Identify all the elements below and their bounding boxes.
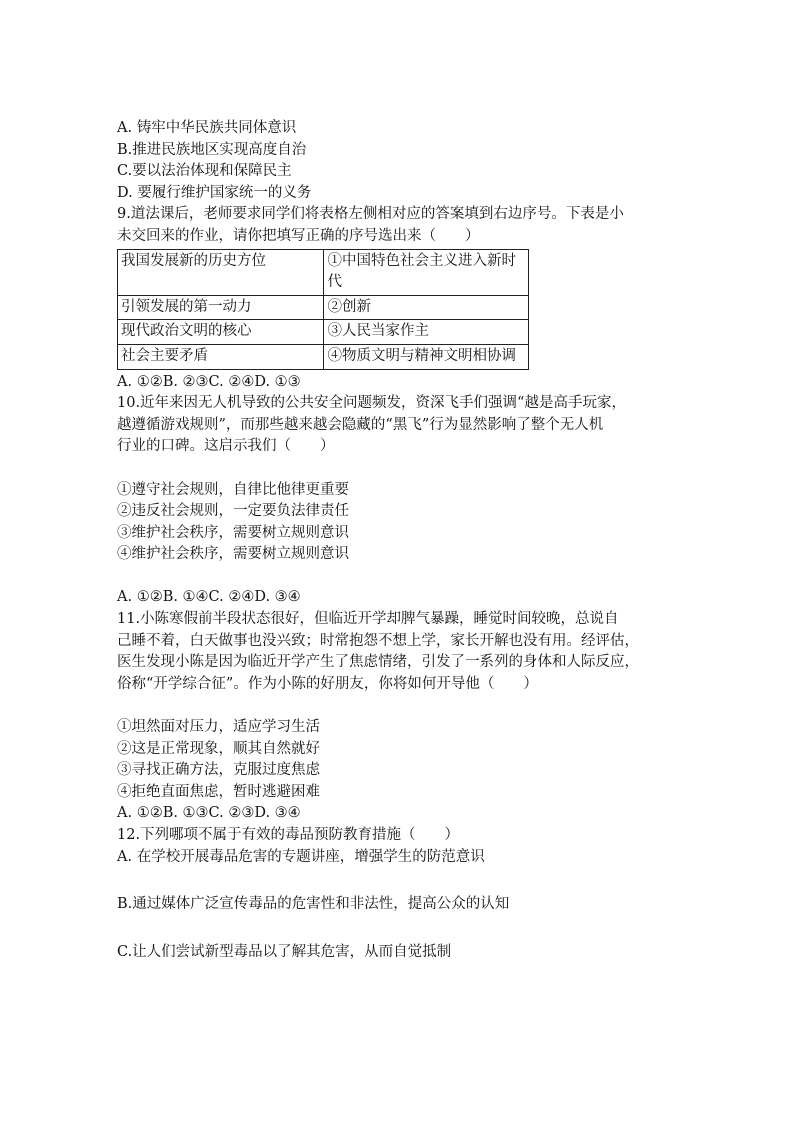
spacer — [117, 916, 687, 942]
q12-option-b: B.通过媒体广泛宣传毒品的危害性和非法性，提高公众的认知 — [117, 896, 510, 913]
table-cell-right: ④物质文明与精神文明相协调 — [324, 344, 529, 369]
q11-statement-1: ①坦然面对压力，适应学习生活 — [117, 719, 320, 736]
q9-answer-options: A. ①②B. ②③C. ②④D. ①③ — [117, 373, 301, 390]
q10-statement-2: ②违反社会规则，一定要负法律责任 — [117, 503, 349, 520]
q12-option-a: A. 在学校开展毒品危害的专题讲座，增强学生的防范意识 — [117, 848, 485, 865]
q9-stem-line-2: 未交回来的作业，请你把填写正确的序号选出来（ ） — [117, 227, 480, 244]
table-row — [118, 344, 529, 369]
q10-statement-1: ①遵守社会规则，自律比他律更重要 — [117, 481, 349, 498]
q11-statement-3: ③寻找正确方法，克服过度焦虑 — [117, 762, 320, 779]
q12-stem: 12.下列哪项不属于有效的毒品预防教育措施（ ） — [117, 827, 460, 843]
q11-block — [117, 609, 687, 825]
q10-stem-line-3: 行业的口碑。这启示我们（ ） — [117, 438, 335, 455]
spacer — [117, 695, 687, 717]
spacer — [117, 868, 687, 894]
table-cell-left: 现代政治文明的核心 — [118, 320, 324, 345]
table-cell-right: ①中国特色社会主义进入新时代 — [324, 249, 529, 295]
table-cell-left: 社会主要矛盾 — [118, 344, 324, 369]
q8-option-c: C.要以法治体现和保障民主 — [117, 163, 292, 180]
table-cell-left: 引领发展的第一动力 — [118, 295, 324, 320]
q10-stem-line-1: 10.近年来因无人机导致的公共安全问题频发，资深飞手们强调“越是高手玩家， — [117, 395, 626, 412]
table-row — [118, 249, 529, 295]
q10-stem-line-2: 越遵循游戏规则”，而那些越来越会隐藏的“黑飞”行为显然影响了整个无人机 — [117, 416, 604, 433]
q12-block — [117, 825, 687, 963]
exam-page — [117, 118, 687, 963]
q10-statement-4: ④维护社会秩序，需要树立规则意识 — [117, 546, 349, 563]
q8-options — [117, 118, 687, 204]
q11-statement-4: ④拒绝直面焦虑，暂时逃避困难 — [117, 783, 320, 800]
q11-stem-line-2: 己睡不着，白天做事也没兴致；时常抱怨不想上学，家长开解也没有用。经评估， — [117, 632, 639, 649]
q11-statement-2: ②这是正常现象，顺其自然就好 — [117, 740, 320, 757]
q10-block — [117, 393, 687, 609]
q11-stem-line-1: 11.小陈寒假前半段状态很好，但临近开学却脾气暴躁，睡觉时间较晚，总说自 — [117, 611, 619, 628]
table-cell-right: ②创新 — [324, 295, 529, 320]
spacer — [117, 566, 687, 588]
table-row — [118, 295, 529, 320]
q10-statement-3: ③维护社会秩序，需要树立规则意识 — [117, 524, 349, 541]
table-cell-left: 我国发展新的历史方位 — [118, 249, 324, 295]
q11-stem-line-4: 俗称“开学综合征”。作为小陈的好朋友，你将如何开导他（ ） — [117, 675, 538, 692]
q10-answer-options: A. ①②B. ①④C. ②④D. ③④ — [117, 589, 301, 606]
q12-option-c: C.让人们尝试新型毒品以了解其危害，从而自觉抵制 — [117, 943, 452, 960]
q8-option-b: B.推进民族地区实现高度自治 — [117, 141, 307, 158]
q8-option-a: A. 铸牢中华民族共同体意识 — [117, 120, 297, 136]
q8-option-d: D. 要履行维护国家统一的义务 — [117, 184, 312, 201]
table-row — [118, 320, 529, 345]
q9-matching-table — [117, 249, 529, 370]
spacer — [117, 458, 687, 480]
q11-answer-options: A. ①②B. ①③C. ②③D. ③④ — [117, 805, 301, 822]
q9-block — [117, 204, 687, 393]
table-cell-right: ③人民当家作主 — [324, 320, 529, 345]
q11-stem-line-3: 医生发现小陈是因为临近开学产生了焦虑情绪，引发了一系列的身体和人际反应， — [117, 654, 639, 671]
q9-stem-line-1: 9.道法课后，老师要求同学们将表格左侧相对应的答案填到右边序号。下表是小 — [117, 206, 624, 223]
